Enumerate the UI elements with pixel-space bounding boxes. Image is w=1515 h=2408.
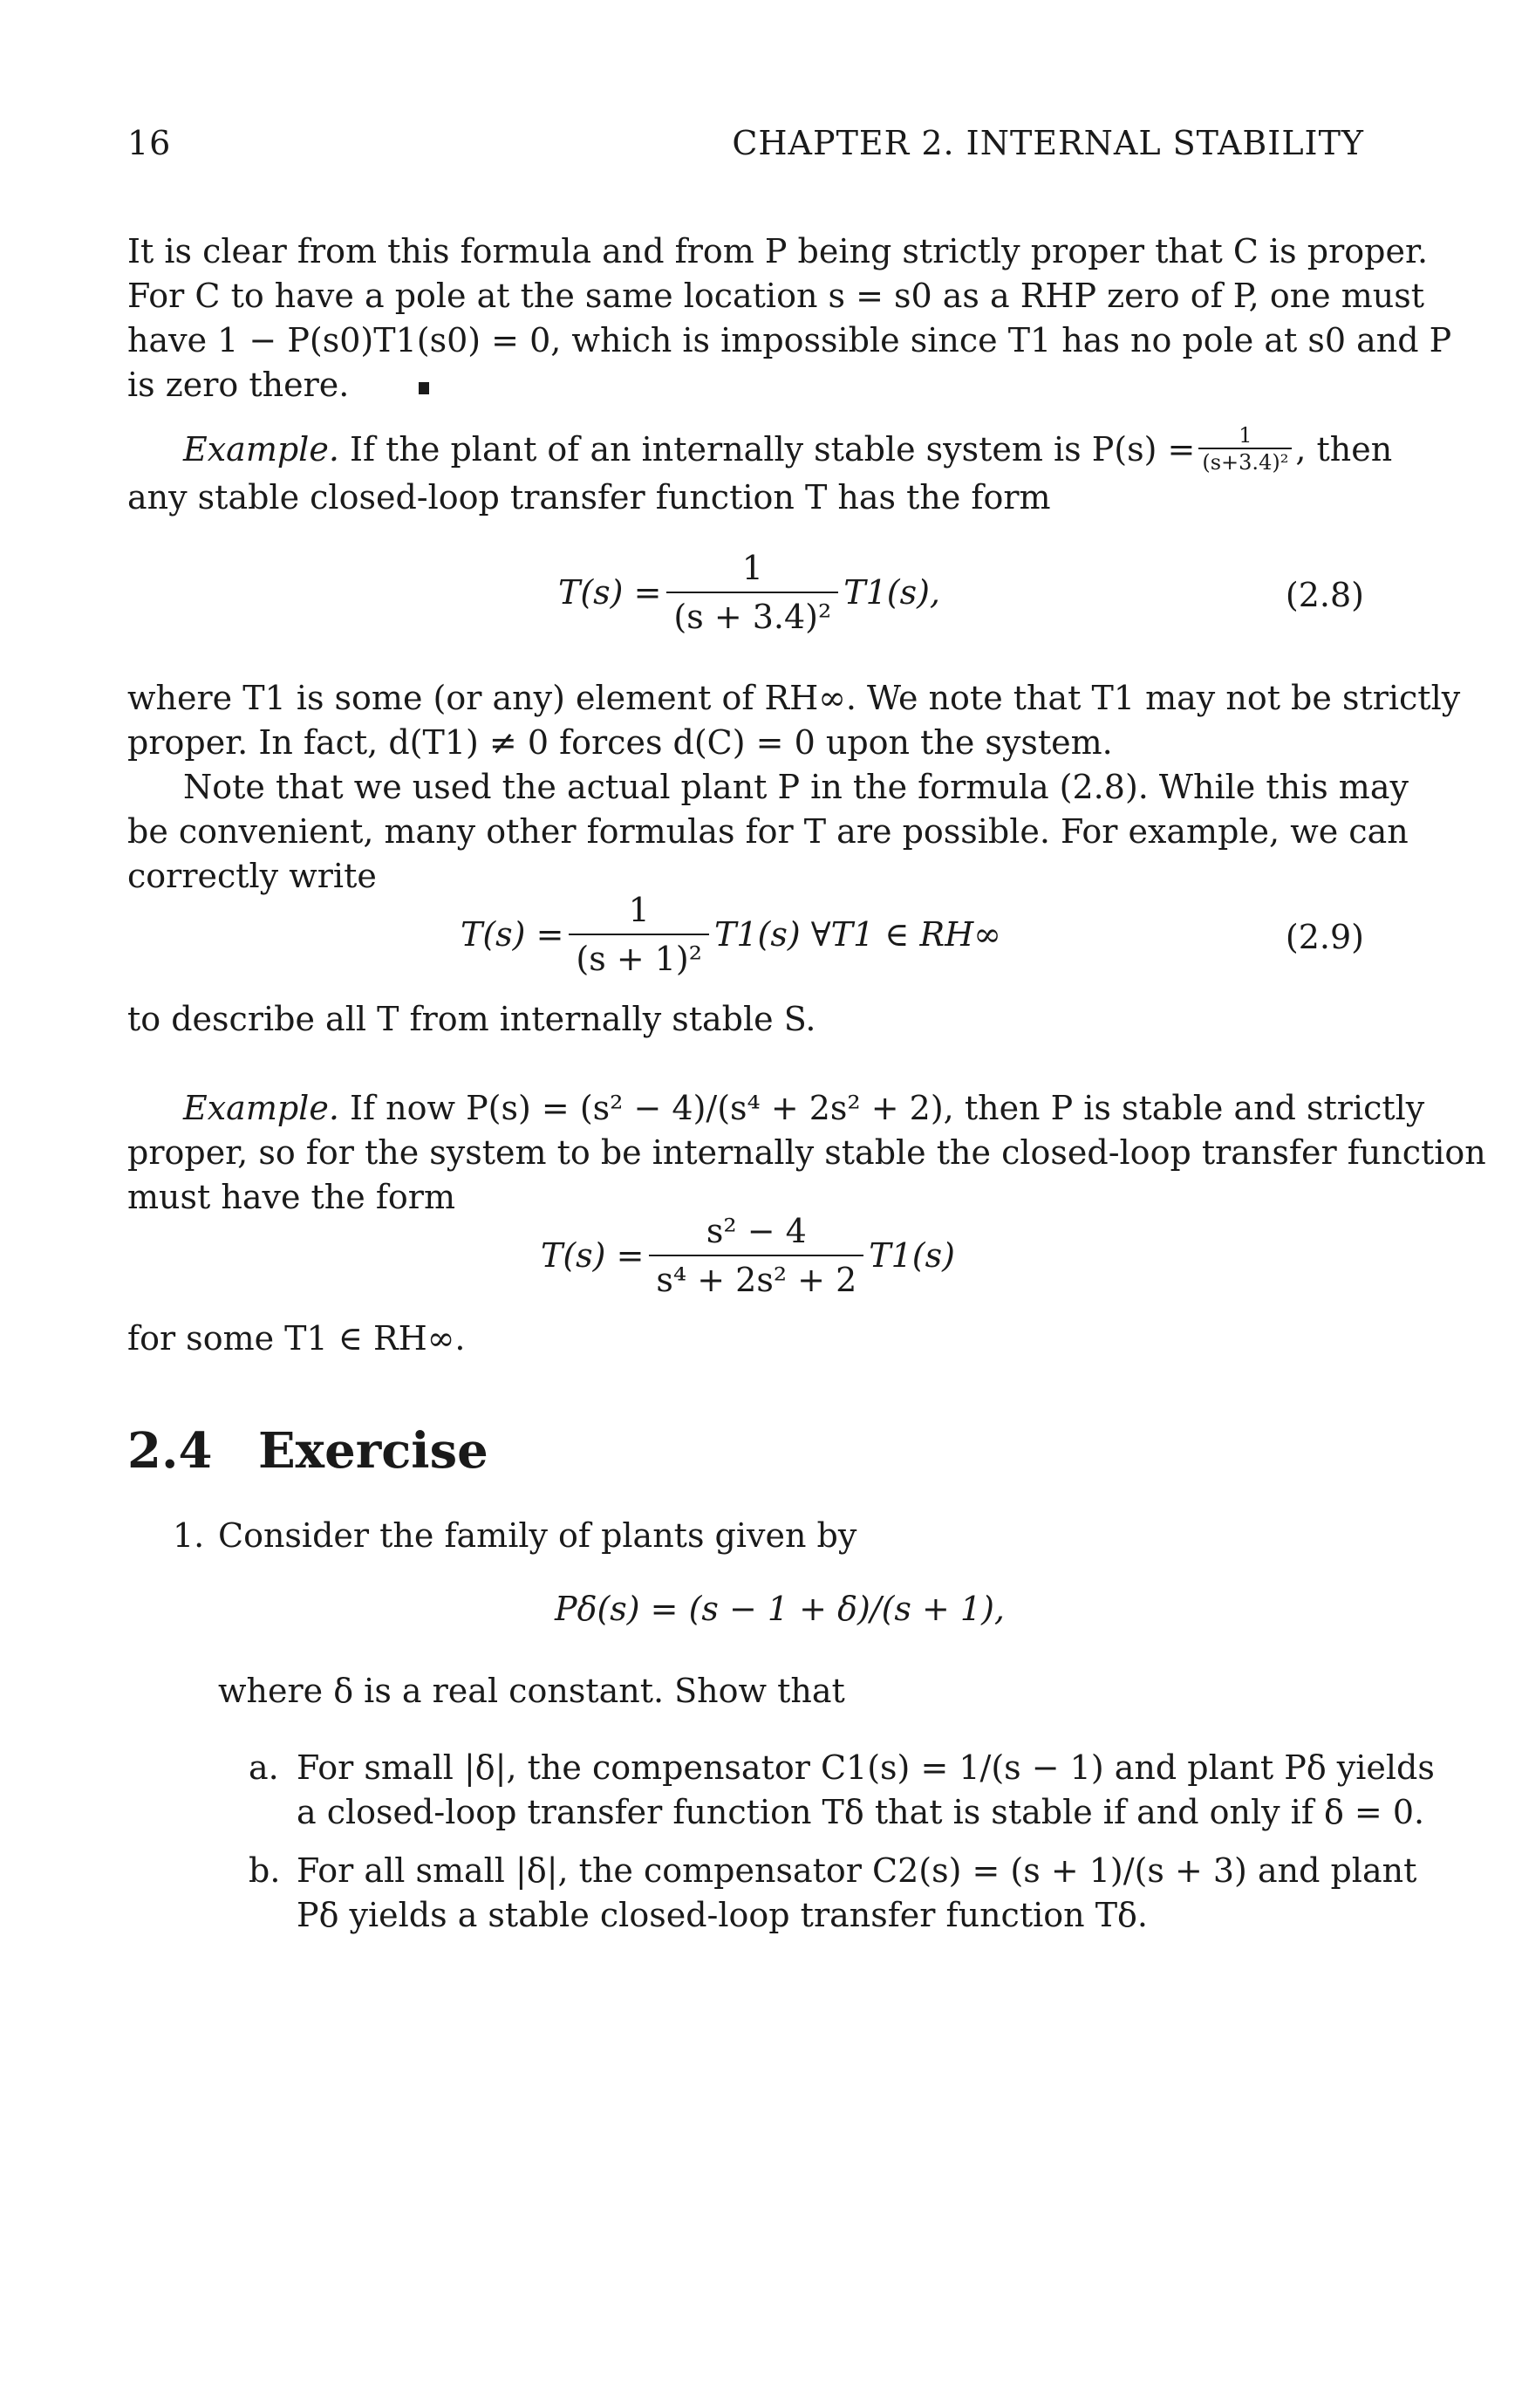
eqex2-rhs: T1(s) xyxy=(869,1236,955,1275)
eq29-rhs: T1(s) ∀T1 ∈ RH∞ xyxy=(713,915,1001,954)
example1-intro: If the plant of an internally stable system is P(s) = xyxy=(350,430,1196,469)
page-number: 16 xyxy=(127,124,172,162)
eq28-fraction xyxy=(666,548,838,637)
para1-line3: have 1 − P(s0)T1(s0) = 0, which is impossible since T1 has no pole at s0 and P xyxy=(127,321,1452,359)
example2-line3: must have the form xyxy=(127,1178,455,1216)
para1-line2: For C to have a pole at the same location s = s0 as a RHP zero of P, one must xyxy=(127,277,1425,315)
equation-example2 xyxy=(541,1211,955,1300)
eq29-fraction xyxy=(569,890,709,979)
example1-note3: correctly write xyxy=(127,857,377,895)
exercise-b-line2: Pδ yields a stable closed-loop transfer function Tδ. xyxy=(297,1896,1148,1934)
eq28-lhs: T(s) = xyxy=(558,573,662,612)
eqex2-lhs: T(s) = xyxy=(541,1236,645,1275)
eq28-den: (s + 3.4)² xyxy=(666,592,838,637)
example1-inline-frac-den: (s+3.4)² xyxy=(1198,448,1292,474)
eq29-label: (2.9) xyxy=(1285,918,1364,956)
example1-inline-fraction xyxy=(1198,425,1292,474)
eq29-num: 1 xyxy=(628,891,650,929)
example1-intro-end: , then xyxy=(1295,430,1393,469)
example1-closing: to describe all T from internally stable S. xyxy=(127,1000,816,1038)
example1-intro-line xyxy=(183,425,1392,474)
exercise-intro: Consider the family of plants given by xyxy=(218,1516,857,1555)
example2-line2: proper, so for the system to be internally stable the closed-loop transfer function xyxy=(127,1133,1486,1172)
equation-2-9 xyxy=(461,890,1001,979)
example2-line1: If now P(s) = (s² − 4)/(s⁴ + 2s² + 2), then P is stable and strictly xyxy=(350,1089,1425,1127)
eq28-rhs: T1(s), xyxy=(843,573,941,612)
example1-note2: be convenient, many other formulas for T are possible. For example, we can xyxy=(127,812,1409,851)
para1-line4 xyxy=(127,362,429,407)
exercise-item-number: 1. xyxy=(173,1516,205,1555)
section-heading xyxy=(127,1422,488,1480)
example1-note1: Note that we used the actual plant P in the formula (2.8). While this may xyxy=(183,768,1409,806)
eqex2-fraction xyxy=(649,1211,863,1300)
example1-after1: where T1 is some (or any) element of RH∞. We note that T1 may not be strictly xyxy=(127,679,1461,717)
example1-label: Example. xyxy=(183,430,339,469)
example2-label: Example. xyxy=(183,1089,339,1127)
exercise-equation: Pδ(s) = (s − 1 + δ)/(s + 1), xyxy=(555,1590,1006,1628)
eqex2-num: s² − 4 xyxy=(706,1212,807,1250)
exercise-a-line2: a closed-loop transfer function Tδ that is stable if and only if δ = 0. xyxy=(297,1793,1425,1831)
eq29-den: (s + 1)² xyxy=(569,934,709,979)
exercise-b-label: b. xyxy=(249,1851,281,1890)
exercise-where: where δ is a real constant. Show that xyxy=(218,1672,845,1710)
exercise-b-line1: For all small |δ|, the compensator C2(s) = (s + 1)/(s + 3) and plant xyxy=(297,1851,1417,1890)
para1-line4-text: is zero there. xyxy=(127,366,350,404)
example1-inline-frac-num: 1 xyxy=(1239,423,1252,448)
running-title: CHAPTER 2. INTERNAL STABILITY xyxy=(732,124,1364,162)
example2-line1-wrap xyxy=(183,1085,1424,1131)
eq29-lhs: T(s) = xyxy=(461,915,564,954)
exercise-a-line1: For small |δ|, the compensator C1(s) = 1/(s − 1) and plant Pδ yields xyxy=(297,1748,1435,1787)
equation-2-8 xyxy=(558,548,940,637)
eqex2-den: s⁴ + 2s² + 2 xyxy=(649,1255,863,1300)
eq28-num: 1 xyxy=(741,549,763,587)
example1-after2: proper. In fact, d(T1) ≠ 0 forces d(C) = 0 upon the system. xyxy=(127,723,1113,762)
section-title: Exercise xyxy=(258,1422,488,1480)
example1-line2: any stable closed-loop transfer function T has the form xyxy=(127,478,1051,516)
example2-closing: for some T1 ∈ RH∞. xyxy=(127,1319,466,1358)
section-number: 2.4 xyxy=(127,1422,213,1480)
para1-line1: It is clear from this formula and from P being strictly proper that C is proper. xyxy=(127,232,1429,270)
qed-mark xyxy=(419,382,429,394)
eq28-label: (2.8) xyxy=(1285,576,1364,614)
exercise-a-label: a. xyxy=(249,1748,279,1787)
